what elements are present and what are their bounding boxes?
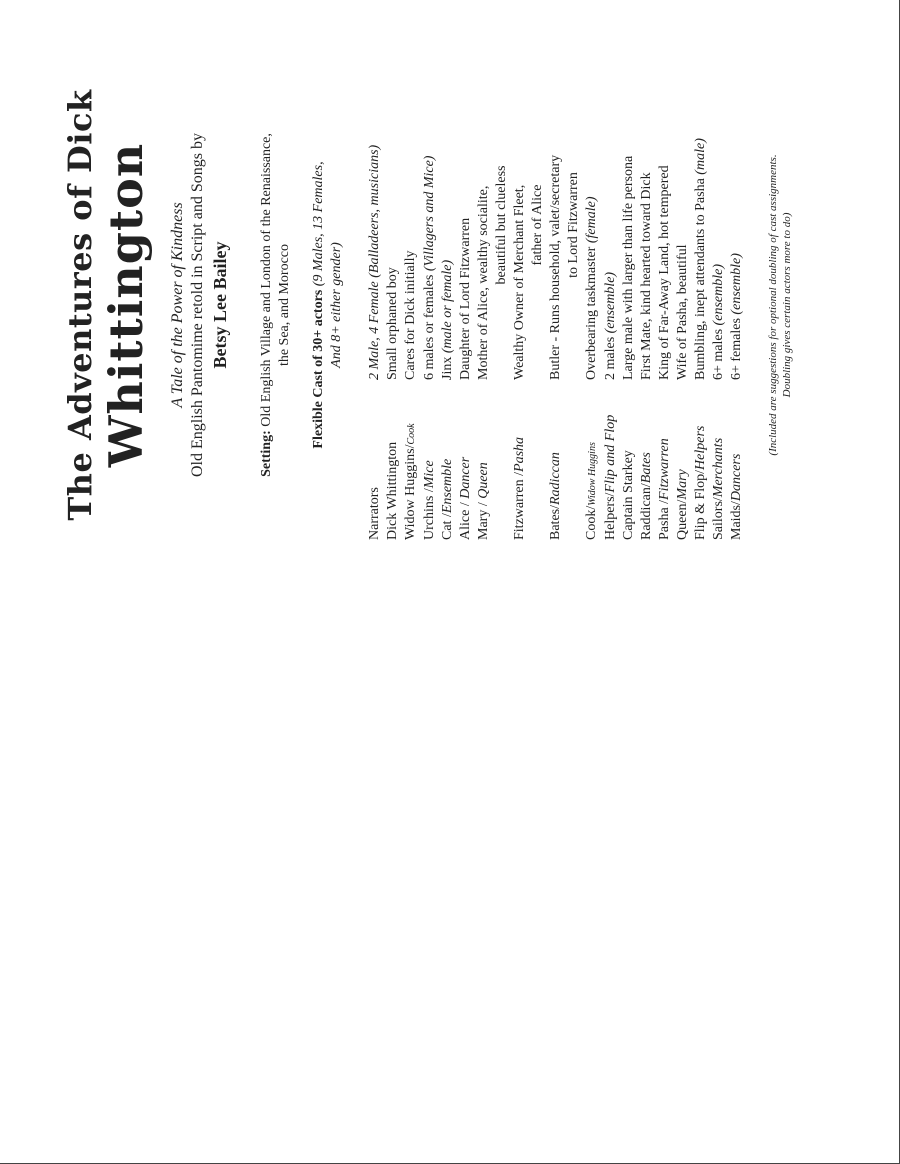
cast-description-text: Wealthy Owner of Merchant Fleet, [512, 184, 527, 380]
cast-role-alternate: Cook [406, 423, 417, 445]
setting-label: Setting: [259, 430, 274, 477]
cast-description [402, 70, 421, 380]
cast-role-name: Alice / [458, 498, 473, 540]
cast-description [475, 70, 511, 380]
cast-row [511, 70, 547, 540]
cast-role-name: Helpers/ [603, 492, 618, 540]
cast-description [457, 70, 475, 380]
cast-role [475, 380, 511, 540]
cast-role-alternate: Dancer [458, 456, 473, 499]
cast-role-name: Widow Huggins/ [403, 444, 418, 540]
cast-role [421, 380, 439, 540]
cast-role-alternate: Mary [675, 469, 690, 500]
cast-description [656, 70, 674, 380]
cast-description-text: 6+ females [729, 314, 744, 380]
cast-role-alternate: Fitzwarren [657, 438, 672, 500]
cast-role-alternate: Dancers [729, 453, 744, 502]
cast-role-name: Urchins / [422, 488, 437, 540]
cast-role [710, 380, 728, 540]
cast-description-text: Small orphaned boy [385, 267, 400, 380]
cast-role-name: Cook/ [584, 505, 599, 540]
footnote-line-1: (Included are suggestions for optional doubling of cast assignments. [767, 154, 779, 456]
cast-row [710, 70, 728, 540]
cast-description-text: Overbearing taskmaster [584, 243, 599, 380]
cast-role [439, 380, 457, 540]
cast-role [674, 380, 692, 540]
cast-description [620, 70, 638, 380]
cast-description [638, 70, 656, 380]
cast-description-note: (female) [584, 196, 599, 244]
cast-role-alternate: Widow Huggins [587, 442, 598, 506]
cast-heading [310, 70, 346, 540]
cast-description [384, 70, 402, 380]
cast-role-alternate: Mice [422, 460, 437, 489]
cast-description-note: (ensemble) [729, 253, 744, 315]
cast-row [384, 70, 402, 540]
setting-line-2: the Sea, and Morocco [277, 243, 292, 367]
cast-row [439, 70, 457, 540]
cast-list [366, 70, 746, 540]
cast-description [583, 70, 602, 380]
cast-role-alternate: Radiccan [548, 452, 563, 505]
cast-row [475, 70, 511, 540]
cast-description-continued: beautiful but clueless [494, 165, 509, 285]
cast-description [602, 70, 620, 380]
cast-role-name: Raddican/ [639, 483, 654, 540]
cast-role [638, 380, 656, 540]
subtitle: Old English Pantomime retold in Script and Songs by [189, 133, 206, 477]
cast-role-name: Pasha / [657, 499, 672, 540]
cast-role [402, 380, 421, 540]
cast-description-text: Mother of Alice, wealthy socialite, [476, 185, 491, 380]
cast-heading-detail-2: And 8+ either gender) [329, 242, 344, 368]
cast-row [692, 70, 710, 540]
cast-role-name: Dick Whittington [385, 441, 400, 540]
cast-description [692, 70, 710, 380]
footnote-line-2: Doubling gives certain actors more to do) [781, 212, 793, 398]
cast-role [384, 380, 402, 540]
cast-row [638, 70, 656, 540]
cast-role-name: Narrators [367, 487, 382, 540]
cast-role-name: Queen/ [675, 499, 690, 540]
cast-role-alternate: Merchants [711, 437, 726, 498]
cast-role [547, 380, 583, 540]
cast-row [402, 70, 421, 540]
cast-description-note: (male) [693, 138, 708, 175]
cast-description-text: 6 males or females [422, 271, 437, 380]
cast-description [421, 70, 439, 380]
author-name: Betsy Lee Bailey [210, 241, 230, 369]
cast-role [692, 380, 710, 540]
setting-line-1: Old English Village and London of the Renaissance, [259, 133, 274, 427]
cast-role [583, 380, 602, 540]
cast-description-text: King of Far-Away Land, hot tempered [657, 165, 672, 380]
setting-block [258, 70, 294, 540]
cast-role [602, 380, 620, 540]
cast-role [366, 380, 384, 540]
cast-row [620, 70, 638, 540]
cast-description-text: Daughter of Lord Fitzwarren [458, 217, 473, 380]
cast-row [457, 70, 475, 540]
cast-role-name: Sailors/ [711, 497, 726, 540]
cast-description-text: 6+ males [711, 325, 726, 380]
cast-row [583, 70, 602, 540]
cast-role-name: Maids/ [729, 501, 744, 540]
cast-role-alternate: Bates [639, 452, 654, 484]
title-line-1: The Adventures of Dick [61, 89, 99, 521]
cast-description-text: Bumbling, inept attendants to Pasha [693, 174, 708, 380]
cast-role [656, 380, 674, 540]
cast-role-alternate: Helpers [693, 425, 708, 470]
cast-description [366, 70, 384, 380]
cast-row [547, 70, 583, 540]
cast-description-note: 2 Male, 4 Female (Balladeers, musicians) [367, 144, 382, 380]
tagline: A Tale of the Power of Kindness [169, 202, 186, 408]
cast-description [547, 70, 583, 380]
cast-description-text: 2 males [603, 333, 618, 380]
cast-role [511, 380, 547, 540]
cast-row [656, 70, 674, 540]
cast-description [439, 70, 457, 380]
cast-role [728, 380, 746, 540]
cast-role-alternate: Queen [476, 462, 491, 499]
cast-description-text: First Mate, kind hearted toward Dick [639, 172, 654, 380]
cast-role-name: Cat / [440, 513, 455, 540]
cast-role [457, 380, 475, 540]
cast-description-note: (Villagers and Mice) [422, 155, 437, 272]
cast-role-name: Bates/ [548, 505, 563, 540]
cast-role-alternate: Flip and Flop [603, 414, 618, 493]
cast-role [620, 380, 638, 540]
cast-row [728, 70, 746, 540]
cast-role-name: Flip & Flop/ [693, 469, 708, 540]
cast-description [710, 70, 728, 380]
cast-row [366, 70, 384, 540]
cast-row [421, 70, 439, 540]
cast-description [728, 70, 746, 380]
cast-description-note: (ensemble) [603, 271, 618, 334]
cast-role-alternate: Pasha [512, 436, 527, 472]
cast-description-note: (male or female) [440, 259, 455, 354]
cast-description-text: Wife of Pasha, beautiful [675, 244, 690, 380]
cast-description-continued: to Lord Fitzwarren [566, 172, 581, 278]
cast-row [602, 70, 620, 540]
cast-description [674, 70, 692, 380]
footnote [766, 70, 794, 540]
title-line-2: Whittington [99, 142, 153, 468]
cast-role-name: Captain Starkey [621, 450, 636, 540]
cast-description-text: Butler - Runs household, valet/secretary [548, 154, 563, 380]
rotated-document [60, 70, 850, 540]
cast-heading-detail-1: (9 Males, 13 Females, [311, 161, 326, 287]
cast-role-alternate: Ensemble [440, 458, 455, 514]
cast-row [674, 70, 692, 540]
cast-description-text: Large male with larger than life persona [621, 155, 636, 380]
cast-description [511, 70, 547, 380]
cast-role-name: Fitzwarren / [512, 471, 527, 540]
cast-description-note: (ensemble) [711, 264, 726, 326]
cast-description-text: Cares for Dick initially [403, 250, 418, 380]
cast-description-continued: father of Alice [530, 184, 545, 266]
cast-role-name: Mary / [476, 498, 491, 540]
cast-heading-label: Flexible Cast of 30+ actors [311, 289, 326, 449]
cast-description-text: Jinx [440, 353, 455, 380]
